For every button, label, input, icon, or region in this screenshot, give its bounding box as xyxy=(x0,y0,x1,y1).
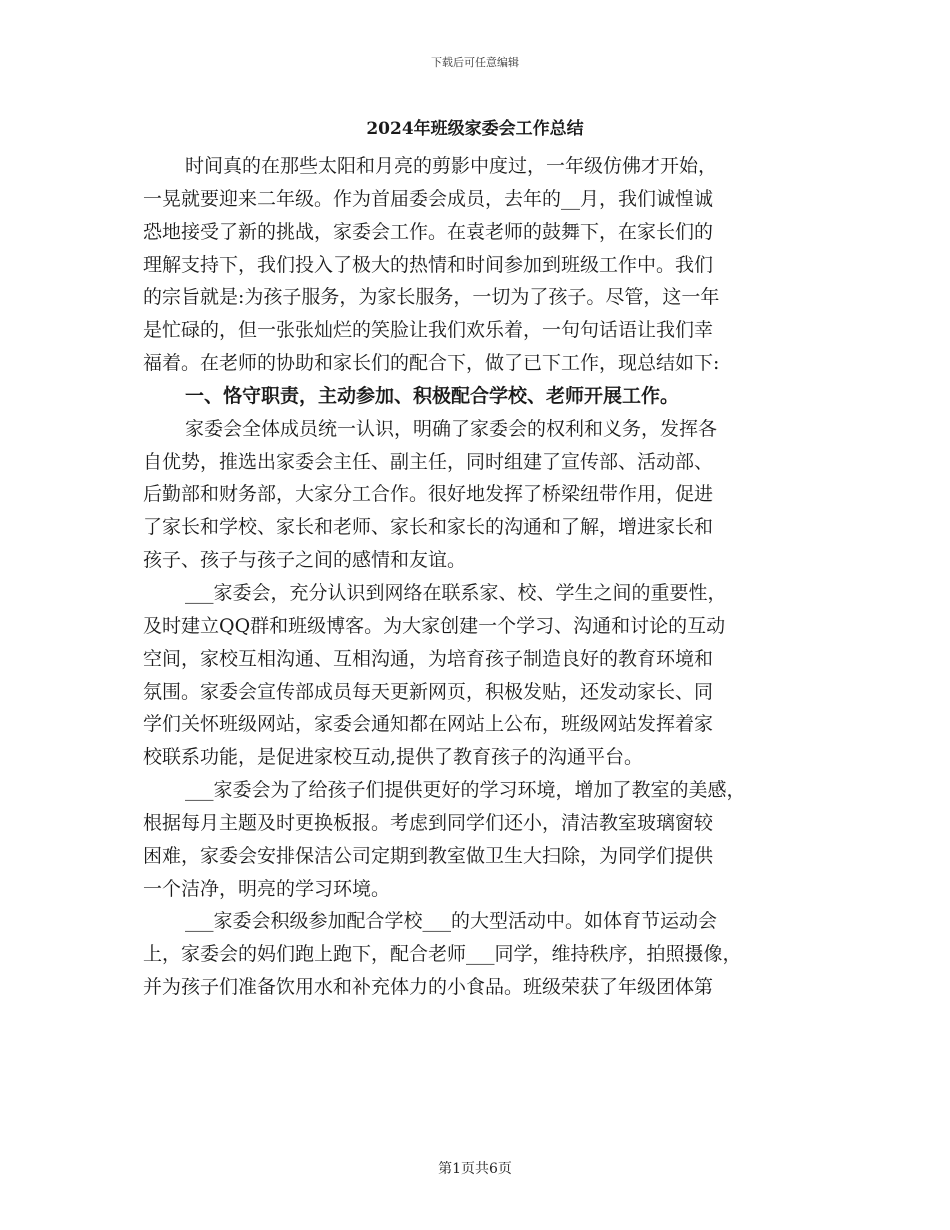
paragraph-line: ___家委会为了给孩子们提供更好的学习环境，增加了教室的美感， xyxy=(185,779,746,802)
paragraph-line: 困难，家委会安排保洁公司定期到教室做卫生大扫除，为同学们提供 xyxy=(143,844,714,867)
paragraph-line: 家委会全体成员统一认识，明确了家委会的权利和义务，发挥各 xyxy=(185,417,718,440)
paragraph-line: 氛围。家委会宣传部成员每天更新网页，积极发贴，还发动家长、同 xyxy=(143,680,714,703)
header-note: 下载后可任意编辑 xyxy=(431,56,519,69)
paragraph-line: ___家委会积级参加配合学校___的大型活动中。如体育节运动会 xyxy=(185,910,718,933)
paragraph-line: 了家长和学校、家长和老师、家长和家长的沟通和了解，增进家长和 xyxy=(143,516,714,539)
paragraph-line: 孩子、孩子与孩子之间的感情和友谊。 xyxy=(143,549,467,572)
paragraph-line: 根据每月主题及时更换板报。考虑到同学们还小，清洁教室玻璃窗较 xyxy=(143,811,714,834)
paragraph-line: 的宗旨就是:为孩子服务，为家长服务，一切为了孩子。尽管，这一年 xyxy=(143,286,720,309)
paragraph-line: 学们关怀班级网站，家委会通知都在网站上公布，班级网站发挥着家 xyxy=(143,713,714,736)
paragraph-line: 空间，家校互相沟通、互相沟通，为培育孩子制造良好的教育环境和 xyxy=(143,647,714,670)
paragraph-line: 理解支持下，我们投入了极大的热情和时间参加到班级工作中。我们 xyxy=(143,253,714,276)
paragraph-line: 自优势，推选出家委会主任、副主任，同时组建了宣传部、活动部、 xyxy=(143,450,714,473)
paragraph-line: 福着。在老师的协助和家长们的配合下，做了已下工作，现总结如下: xyxy=(143,352,720,375)
paragraph-line: 并为孩子们准备饮用水和补充体力的小食品。班级荣获了年级团体第 xyxy=(143,976,714,999)
paragraph-line: 一晃就要迎来二年级。作为首届委会成员，去年的__月，我们诚惶诚 xyxy=(143,187,714,210)
section-heading: 一、恪守职责，主动参加、积极配合学校、老师开展工作。 xyxy=(185,384,680,407)
paragraph-line: 校联系功能，是促进家校互动,提供了教育孩子的沟通平台。 xyxy=(143,746,644,769)
paragraph-line: 时间真的在那些太阳和月亮的剪影中度过，一年级仿佛才开始， xyxy=(185,155,718,177)
document-body xyxy=(143,150,823,1004)
paragraph-line: 是忙碌的，但一张张灿烂的笑脸让我们欢乐着，一句句话语让我们幸 xyxy=(143,319,714,342)
page-number-footer: 第1页共6页 xyxy=(438,1161,512,1177)
document-title: 2024年班级家委会工作总结 xyxy=(366,119,584,139)
paragraph-line: ___家委会，充分认识到网络在联系家、校、学生之间的重要性， xyxy=(185,581,727,604)
paragraph-line: 上，家委会的妈们跑上跑下，配合老师___同学，维持秩序，拍照摄像， xyxy=(143,943,742,966)
paragraph-line: 恐地接受了新的挑战，家委会工作。在袁老师的鼓舞下，在家长们的 xyxy=(143,220,714,243)
paragraph-line: 及时建立QQ群和班级博客。为大家创建一个学习、沟通和讨论的互动 xyxy=(143,614,726,637)
paragraph-line: 后勤部和财务部，大家分工合作。很好地发挥了桥梁纽带作用，促进 xyxy=(143,483,714,506)
paragraph-line: 一个洁净，明亮的学习环境。 xyxy=(143,877,391,900)
